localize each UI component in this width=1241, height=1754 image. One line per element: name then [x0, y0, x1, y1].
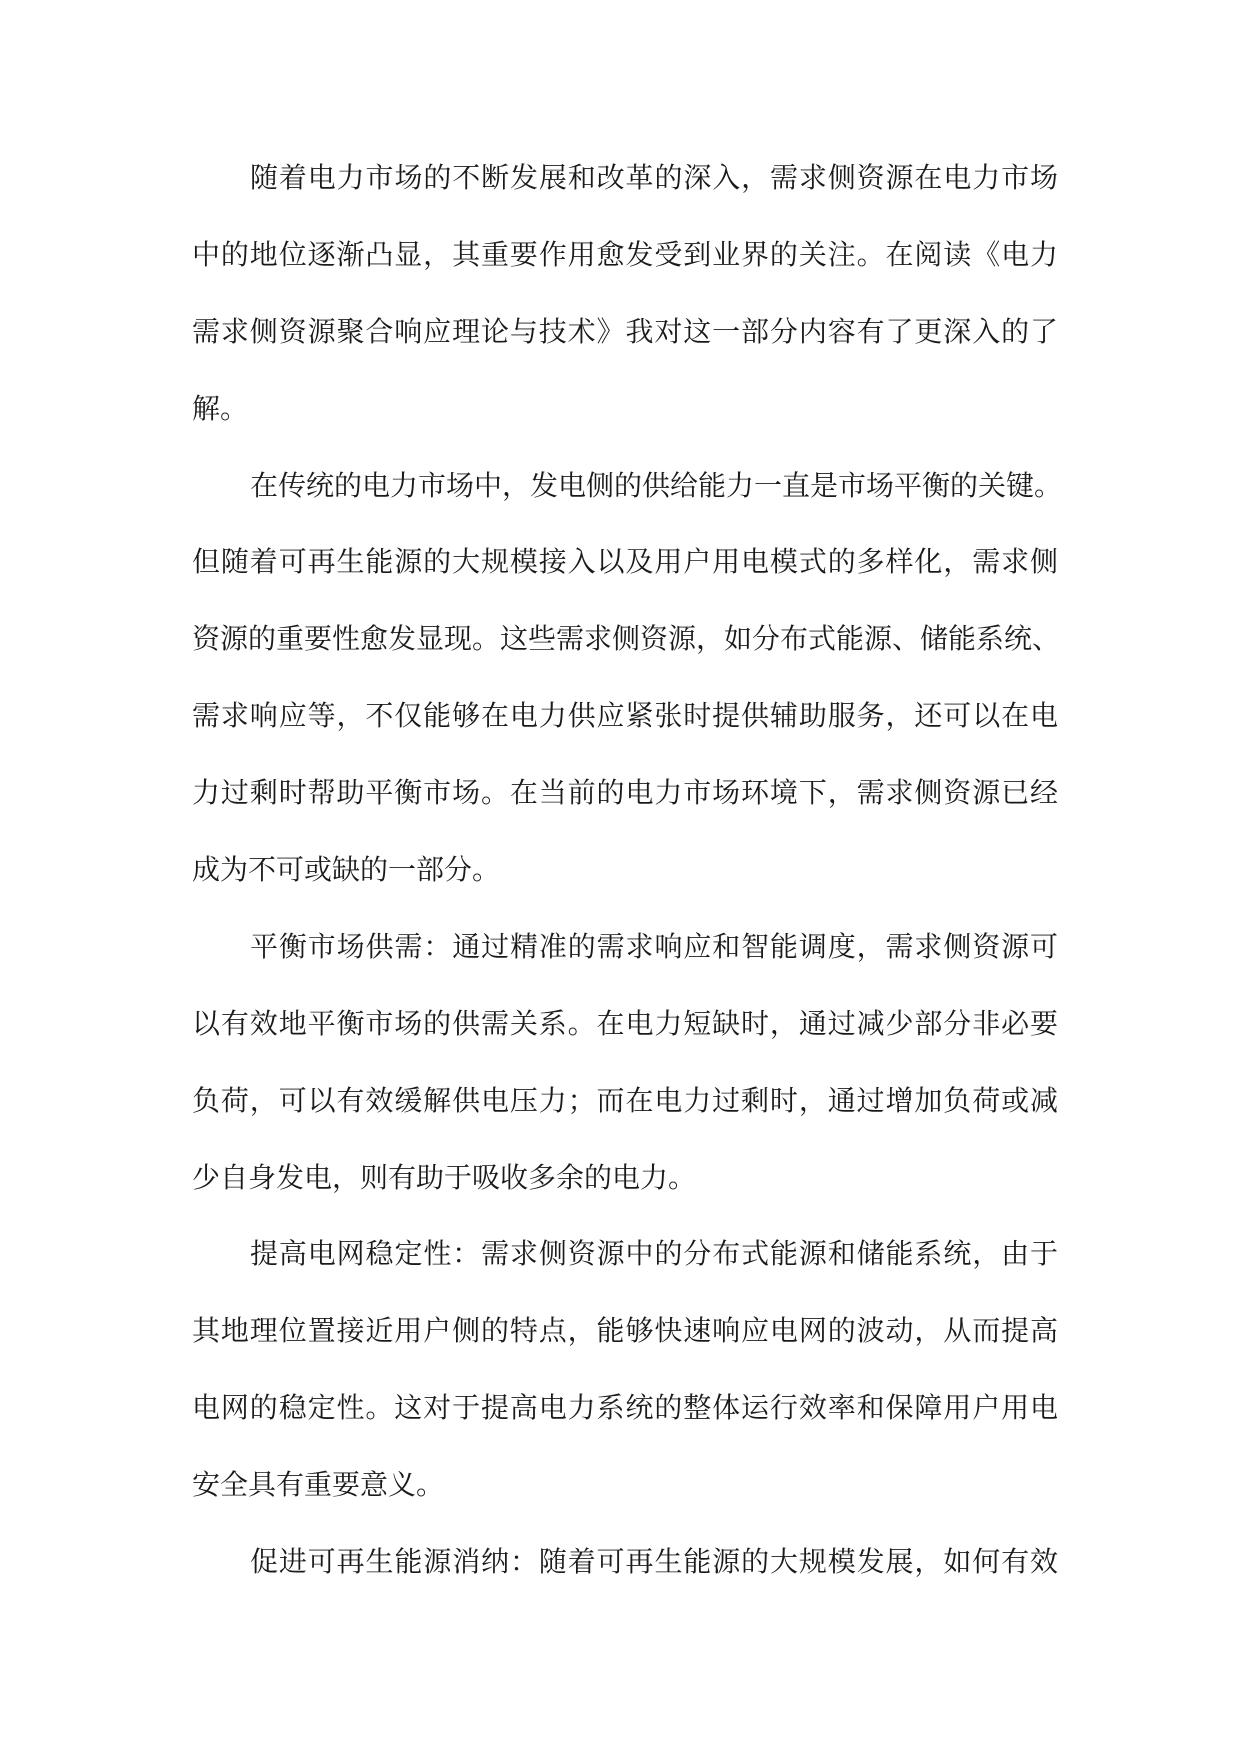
document-body [192, 140, 1063, 1601]
paragraph-3 [192, 909, 1058, 1217]
text-line: 随着电力市场的不断发展和改革的深入，需求侧资源在电力市场 [250, 161, 1058, 194]
text-line: 但随着可再生能源的大规模接入以及用户用电模式的多样化，需求侧 [192, 545, 1058, 579]
text-line: 力过剩时帮助平衡市场。在当前的电力市场环境下，需求侧资源已经 [192, 776, 1058, 810]
text-line: 负荷，可以有效缓解供电压力；而在电力过剩时，通过增加负荷或减 [192, 1083, 1058, 1117]
text-line: 成为不可或缺的一部分。 [192, 853, 501, 887]
text-line: 中的地位逐渐凸显，其重要作用愈发受到业界的关注。在阅读《电力 [192, 237, 1058, 271]
text-line: 需求侧资源聚合响应理论与技术》我对这一部分内容有了更深入的了 [192, 314, 1058, 348]
paragraph-2 [192, 448, 1063, 909]
text-line: 电网的稳定性。这对于提高电力系统的整体运行效率和保障用户用电 [192, 1391, 1058, 1425]
text-line: 解。 [192, 391, 249, 425]
text-line: 提高电网稳定性：需求侧资源中的分布式能源和储能系统，由于 [250, 1237, 1058, 1271]
text-line: 安全具有重要意义。 [192, 1468, 445, 1502]
text-line: 资源的重要性愈发显现。这些需求侧资源，如分布式能源、储能系统、 [192, 622, 1061, 656]
paragraph-4 [192, 1216, 1058, 1524]
paragraph-1 [192, 140, 1058, 448]
text-line: 其地理位置接近用户侧的特点，能够快速响应电网的波动，从而提高 [192, 1314, 1058, 1348]
text-line: 需求响应等，不仅能够在电力供应紧张时提供辅助服务，还可以在电 [192, 699, 1058, 733]
text-line: 在传统的电力市场中，发电侧的供给能力一直是市场平衡的关键。 [250, 468, 1063, 502]
text-line: 促进可再生能源消纳：随着可再生能源的大规模发展，如何有效 [250, 1545, 1058, 1579]
text-line: 平衡市场供需：通过精准的需求响应和智能调度，需求侧资源可 [250, 929, 1058, 963]
text-line: 少自身发电，则有助于吸收多余的电力。 [192, 1160, 697, 1194]
text-line: 以有效地平衡市场的供需关系。在电力短缺时，通过减少部分非必要 [192, 1006, 1058, 1040]
paragraph-5 [192, 1524, 1058, 1601]
